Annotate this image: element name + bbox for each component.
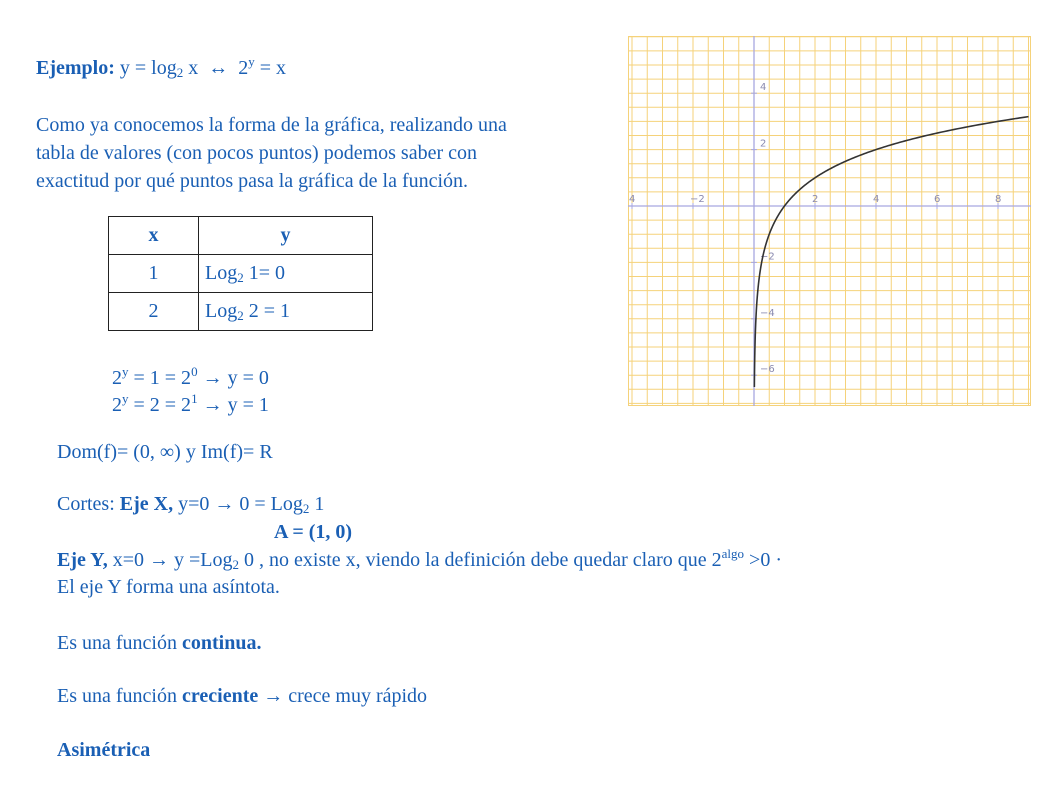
asimetrica-text <box>57 740 150 760</box>
intercept-point <box>274 522 352 542</box>
table-row <box>109 293 373 331</box>
table-row <box>109 255 373 293</box>
graph-border <box>629 37 1031 406</box>
creciente-pre: Es una función <box>57 685 182 707</box>
equation-line <box>112 391 269 416</box>
eq-tail: → y = 0 <box>197 367 269 389</box>
eje-y-sub: 2 <box>232 557 240 572</box>
continua-pre: Es una función <box>57 632 182 654</box>
title-arrow: ↔ <box>208 57 229 79</box>
cell-y-sub: 2 <box>237 270 244 285</box>
eje-y-line <box>57 546 782 572</box>
y-tick-label: −2 <box>760 251 775 263</box>
eq-pow: 0 <box>191 364 198 379</box>
title-lhs: y = log <box>119 57 177 79</box>
cell-y <box>199 255 373 293</box>
example-label: Ejemplo: <box>36 57 115 79</box>
cortes-label: Cortes: <box>57 493 120 515</box>
continua-line <box>57 633 261 653</box>
point-a: A = (1, 0) <box>274 521 353 543</box>
cell-y <box>199 293 373 331</box>
eje-y-text2: 0 , no existe x, viendo la definición debe quedar claro que 2 <box>239 549 722 571</box>
eje-x-sub: 2 <box>302 501 310 516</box>
cell-y-log: Log <box>205 262 238 284</box>
y-tick-label: 2 <box>760 138 767 150</box>
eq-exp: y <box>122 364 129 379</box>
cell-y-rest: 2 = 1 <box>243 300 290 322</box>
x-tick-label: 6 <box>934 194 941 205</box>
cell-y-log: Log <box>205 300 238 322</box>
title-rhs-rest: = x <box>254 57 287 79</box>
eje-y-end: >0 · <box>744 549 782 571</box>
eje-y-label: Eje Y, <box>57 549 108 571</box>
eje-y-sup: algo <box>721 546 745 561</box>
domain-text: Dom(f)= (0, ∞) y Im(f)= R <box>57 441 273 463</box>
asymptote-text: El eje Y forma una asíntota. <box>57 576 280 598</box>
creciente-post: → crece muy rápido <box>258 685 428 707</box>
example-title <box>36 54 287 80</box>
asimetrica-bold: Asimétrica <box>57 739 151 761</box>
y-tick-label: −4 <box>760 307 775 319</box>
title-lhs-sub: 2 <box>176 65 184 80</box>
log-graph <box>628 36 1031 406</box>
cell-x: 2 <box>109 293 199 331</box>
intro-line: exactitud por qué puntos pasa la gráfica de la función. <box>36 170 469 192</box>
eq-pow: 1 <box>191 391 198 406</box>
eq-mid: = 2 = 2 <box>128 394 192 416</box>
title-rhs-exp: y <box>248 54 255 69</box>
intro-line: tabla de valores (con pocos puntos) podemos saber con <box>36 142 477 164</box>
cell-x: 1 <box>109 255 199 293</box>
eq-tail: → y = 1 <box>197 394 269 416</box>
eje-x-label: Eje X, <box>119 493 174 515</box>
x-tick-label: 4 <box>629 194 636 205</box>
creciente-line <box>57 686 427 706</box>
values-table <box>108 216 373 331</box>
cell-y-sub: 2 <box>237 308 244 323</box>
eq-mid: = 1 = 2 <box>128 367 192 389</box>
x-tick-label: 2 <box>812 194 819 205</box>
eje-y-text: x=0 → y =Log <box>107 549 233 571</box>
cell-y-rest: 1= 0 <box>243 262 285 284</box>
eq-base: 2 <box>112 394 122 416</box>
title-rhs-base: 2 <box>238 57 249 79</box>
y-tick-label: 4 <box>760 82 767 94</box>
x-tick-label: 4 <box>873 194 880 205</box>
continua-bold: continua. <box>181 632 262 654</box>
y-tick-label: −6 <box>760 364 775 376</box>
creciente-bold: creciente <box>181 685 259 707</box>
intro-line: Como ya conocemos la forma de la gráfica, realizando una <box>36 114 507 136</box>
eje-x-end: 1 <box>309 493 325 515</box>
intro-paragraph <box>36 111 616 195</box>
header-y: y <box>199 217 373 255</box>
eq-base: 2 <box>112 367 122 389</box>
cortes-line <box>57 494 324 514</box>
x-tick-label: −2 <box>690 194 705 205</box>
header-x: x <box>109 217 199 255</box>
eq-exp: y <box>122 391 129 406</box>
title-lhs-var: x <box>183 57 199 79</box>
equation-line <box>112 364 269 389</box>
table-header-row <box>109 217 373 255</box>
eje-x-text: y=0 → 0 = Log <box>173 493 303 515</box>
x-tick-label: 8 <box>995 194 1002 205</box>
